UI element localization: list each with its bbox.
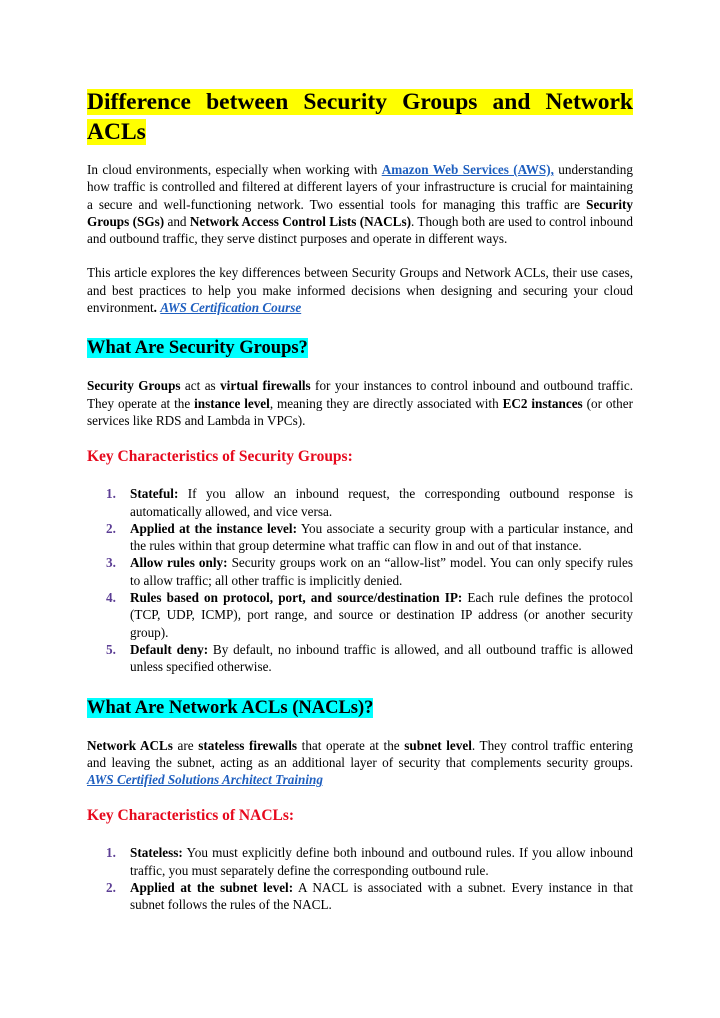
sg-heading: What Are Security Groups? [87,338,308,359]
sg-characteristics-list [87,485,633,675]
intro-paragraph-2: This article explores the key differences between Security Groups and Network ACLs, their use cases, and best practices to help you make informed decisions when designing and securing your cloud environment. AWS Certification Course [87,265,633,316]
list-item: 2. Applied at the instance level: You associate a security group with a particular instance, and the rules within that group determine what traffic can flow in and out of that instance. [106,520,633,554]
list-item: 3. Allow rules only: Security groups work on an “allow-list” model. You can only specify rules to allow traffic; all other traffic is implicitly denied. [106,555,633,588]
nacl-characteristics-heading: Key Characteristics of NACLs: [87,807,295,825]
list-item: 5. Default deny: By default, no inbound traffic is allowed, and all outbound traffic is allowed unless specified otherwise. [106,641,633,675]
list-item: 1. Stateless: You must explicitly define both inbound and outbound rules. If you allow inbound traffic, you must separately define the corresponding outbound rule. [106,845,633,878]
list-item: 4. Rules based on protocol, port, and source/destination IP: Each rule defines the protocol (TCP, UDP, ICMP), port range, and source or destination IP address (or another security group). [106,590,634,640]
document-page [87,87,633,914]
page-title: Difference between Security Groups and Network ACLs [87,89,633,145]
list-item: 1. Stateful: If you allow an inbound request, the corresponding outbound response is automatically allowed, and vice versa. [106,486,633,519]
aws-solutions-architect-training-link[interactable]: AWS Certified Solutions Architect Training [87,772,323,788]
nacl-heading: What Are Network ACLs (NACLs)? [87,697,374,718]
nacl-characteristics-list [87,844,633,913]
sg-paragraph: Security Groups act as virtual firewalls for your instances to control inbound and outbound traffic. They operate at the instance level, meaning they are directly associated with EC2 instances (or other services like RDS and Lambda in VPCs). [87,378,634,428]
sg-characteristics-heading: Key Characteristics of Security Groups: [87,448,353,466]
nacl-paragraph: Network ACLs are stateless firewalls that operate at the subnet level. They control traffic entering and leaving the subnet, acting as an additional layer of security that complements security groups. AWS Certified Solutions Architect Training [87,737,633,788]
intro-paragraph-1: In cloud environments, especially when working with Amazon Web Services (AWS), understanding how traffic is controlled and filtered at different layers of your infrastructure is crucial for maintaining a secure and well-functioning network. Two essential tools for managing this traffic are Security Groups (SGs) and Network Access Control Lists (NACLs). Though both are used to control inbound and outbound traffic, they serve distinct purposes and operate in different ways. [87,162,633,247]
list-item: 2. Applied at the subnet level: A NACL is associated with a subnet. Every instance in that subnet follows the rules of the NACL. [106,880,634,913]
aws-certification-course-link[interactable]: AWS Certification Course [160,300,302,316]
aws-link[interactable]: Amazon Web Services (AWS), [381,162,554,177]
